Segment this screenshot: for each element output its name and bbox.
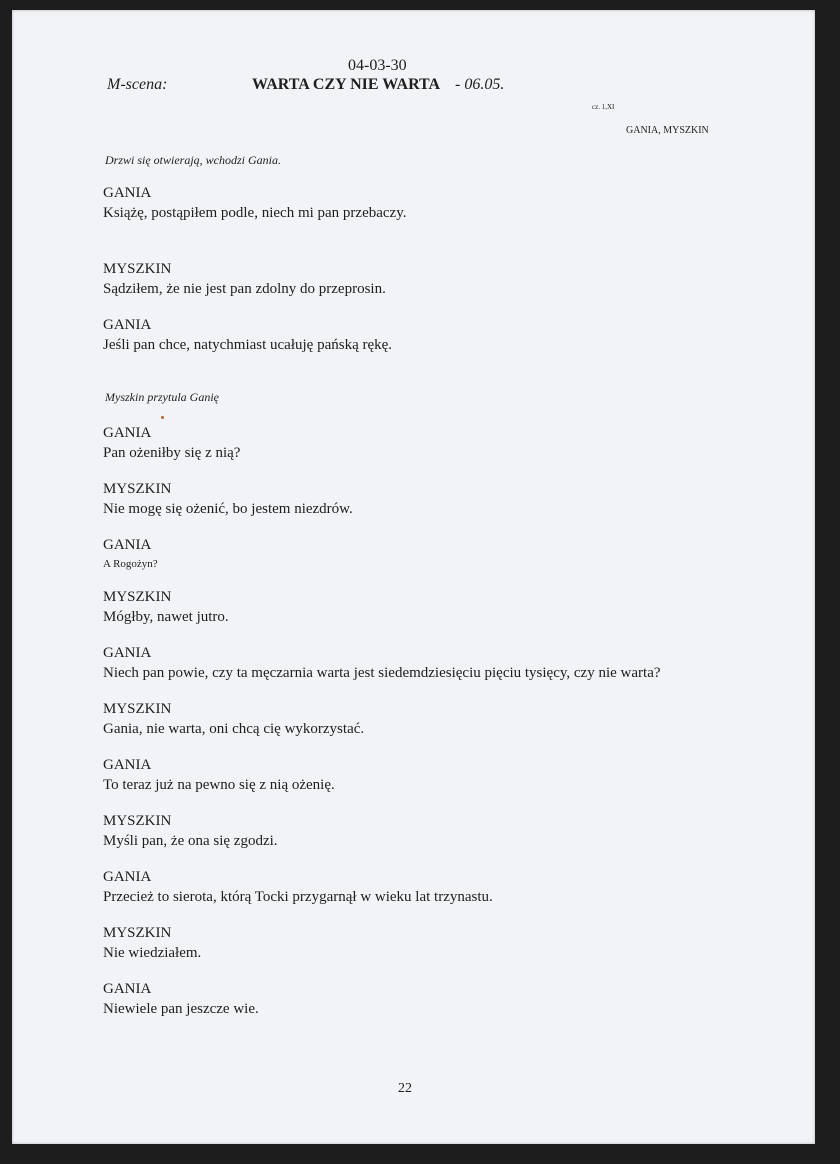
speaker-name: GANIA (103, 185, 152, 201)
speaker-name: GANIA (103, 757, 152, 773)
speaker-name: MYSZKIN (103, 701, 172, 717)
scene-title: WARTA CZY NIE WARTA (252, 76, 441, 93)
part-label: cz. 1,XI (592, 103, 615, 111)
page-date: 04-03-30 (348, 57, 407, 74)
dialogue-line: Mógłby, nawet jutro. (103, 609, 229, 625)
dialogue-line: Nie wiedziałem. (103, 945, 202, 961)
speaker-name: MYSZKIN (103, 481, 172, 497)
stage-direction: Myszkin przytula Ganię (105, 390, 219, 404)
dialogue-line: Niech pan powie, czy ta męczarnia warta jest siedemdziesięciu pięciu tysięcy, czy nie warta? (103, 665, 661, 681)
speaker-name: GANIA (103, 869, 152, 885)
speaker-name: MYSZKIN (103, 925, 172, 941)
dialogue-line: Sądziłem, że nie jest pan zdolny do przeprosin. (103, 281, 386, 297)
speaker-name: MYSZKIN (103, 813, 172, 829)
page-number: 22 (398, 1081, 412, 1096)
stage-direction: Drzwi się otwierają, wchodzi Gania. (105, 153, 282, 167)
speaker-name: GANIA (103, 317, 152, 333)
dialogue-line: Nie mogę się ożenić, bo jestem niezdrów. (103, 501, 353, 517)
speaker-name: MYSZKIN (103, 589, 172, 605)
dialogue-line: Gania, nie warta, oni chcą cię wykorzystać. (103, 721, 365, 737)
dialogue-line: Pan ożeniłby się z nią? (103, 445, 241, 461)
dialogue-line: Niewiele pan jeszcze wie. (103, 1001, 259, 1017)
speaker-name: GANIA (103, 981, 152, 997)
speaker-name: MYSZKIN (103, 261, 172, 277)
dialogue-line: Przecież to sierota, którą Tocki przygarnął w wieku lat trzynastu. (103, 889, 493, 905)
dialogue-line: To teraz już na pewno się z nią ożenię. (103, 777, 335, 793)
scene-title-suffix: - 06.05. (455, 76, 505, 93)
script-page (12, 10, 815, 1144)
dialogue-line: A Rogożyn? (103, 558, 158, 570)
speaker-name: GANIA (103, 425, 152, 441)
characters-list: GANIA, MYSZKIN (626, 125, 709, 136)
dialogue-line: Myśli pan, że ona się zgodzi. (103, 833, 278, 849)
ink-mark (161, 416, 164, 419)
dialogue-line: Książę, postąpiłem podle, niech mi pan przebaczy. (103, 205, 407, 221)
scene-label: M-scena: (107, 76, 168, 93)
speaker-name: GANIA (103, 537, 152, 553)
speaker-name: GANIA (103, 645, 152, 661)
dialogue-line: Jeśli pan chce, natychmiast ucałuję pańską rękę. (103, 337, 393, 353)
